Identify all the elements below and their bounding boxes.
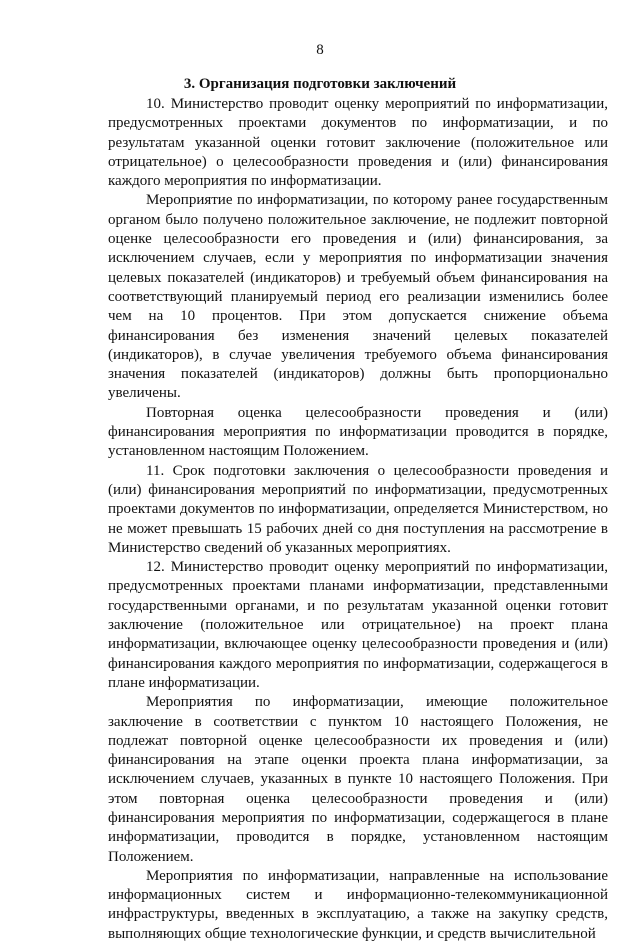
paragraph-12: 12. Министерство проводит оценку мероприятий по информатизации, предусмотренных проектами планами информатизации, представленными государственными органами, и по результатам указанной оценки готовит заключение (положительное или отрицательное) на проект плана информатизации, включающее оценку целесообразности проведения и (или) финансирования каждого мероприятия по информатизации, содержащегося в плане информатизации. <box>108 559 608 691</box>
paragraph-positive-conclusion: Мероприятия по информатизации, имеющие положительное заключение в соответствии с пунктом 10 настоящего Положения, не подлежат повторной оценке целесообразности их проведения и (или) финансирования на этапе оценки проекта плана информатизации, за исключением случаев, указанных в пункте 10 настоящего Положения. При этом повторная оценка целесообразности проведения и (или) финансирования мероприятия по информатизации, содержащегося в плане информатизации, проводится в порядке, установленном настоящим Положением. <box>108 694 608 865</box>
paragraph-11: 11. Срок подготовки заключения о целесообразности проведения и (или) финансирования мероприятий по информатизации, предусмотренных проектами документов по информатизации, определяется Министерством, но не может превышать 15 рабочих дней со дня поступления на рассмотрение в Министерство сведений об указанных мероприятиях. <box>108 462 608 556</box>
paragraph-10: 10. Министерство проводит оценку мероприятий по информатизации, предусмотренных проектами документов по информатизации, и по результатам указанной оценки готовит заключение (положительное или отрицательное) о целесообразности проведения и (или) финансирования каждого мероприятия по информатизации. <box>108 96 608 190</box>
page-number: 8 <box>316 42 324 58</box>
section-title: 3. Организация подготовки заключений <box>183 76 457 92</box>
document-body <box>108 95 608 944</box>
paragraph-existing-systems: Мероприятия по информатизации, направленные на использование информационных систем и информационно-телекоммуникационной инфраструктуры, введенных в эксплуатацию, а также на закупку средств, выполняющих общие технологические функции, и средств вычислительной <box>108 867 608 942</box>
paragraph-repeat-assessment-order: Повторная оценка целесообразности проведения и (или) финансирования мероприятия по информатизации проводится в порядке, установленном настоящим Положением. <box>108 404 608 460</box>
paragraph-repeat-assessment-exception: Мероприятие по информатизации, по которому ранее государственным органом было получено положительное заключение, не подлежит повторной оценке целесообразности его проведения и (или) финансирования, за исключением случаев, если у мероприятия по информатизации значения целевых показателей (индикаторов) и требуемый объем финансирования на соответствующий планируемый период его реализации изменились более чем на 10 процентов. При этом допускается снижение объема финансирования без изменения значений целевых показателей (индикаторов), в случае увеличения требуемого объема финансирования значения показателей (индикаторов) должны быть пропорционально увеличены. <box>108 192 608 402</box>
